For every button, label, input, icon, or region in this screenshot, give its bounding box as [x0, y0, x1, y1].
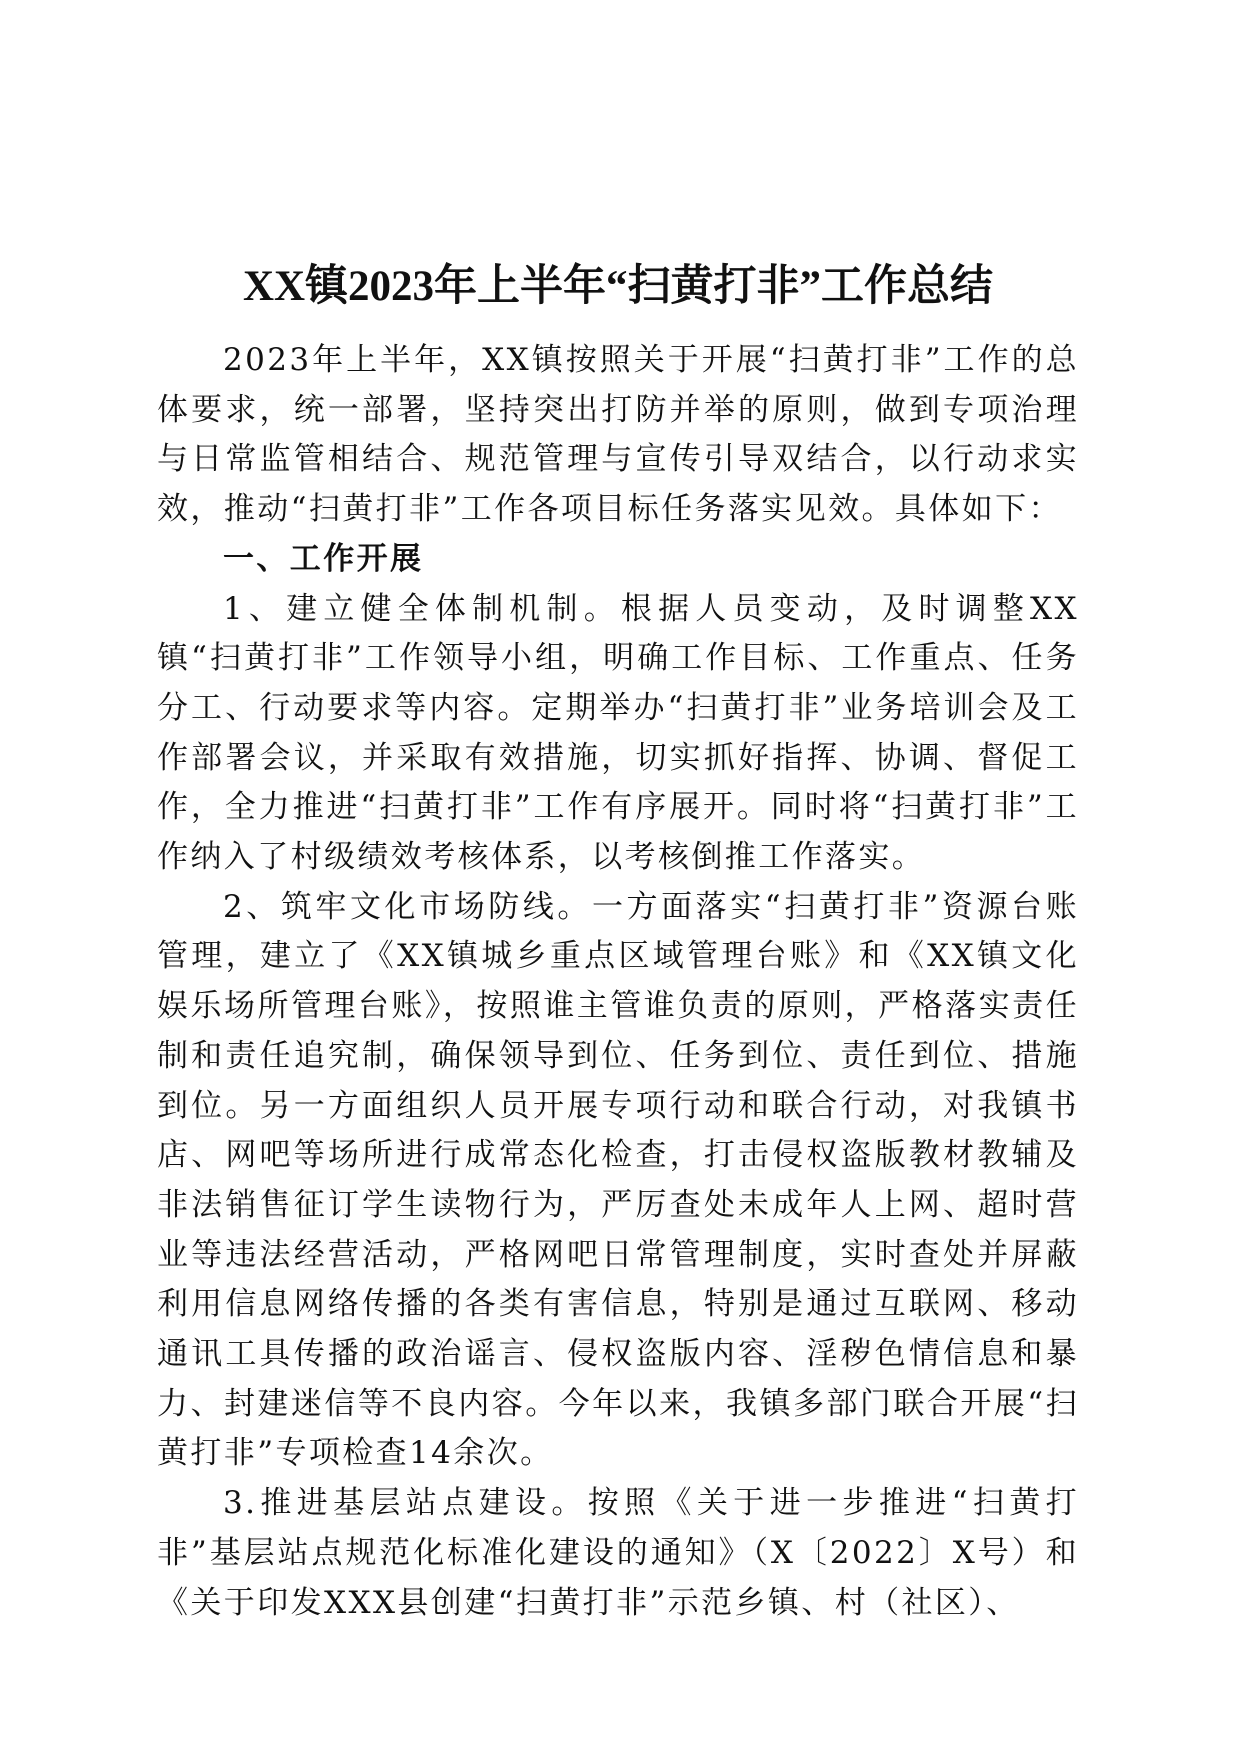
document-title: XX镇2023年上半年“扫黄打非”工作总结 [242, 262, 994, 310]
paragraph-item-3: 3.推进基层站点建设。按照《关于进一步推进“扫黄打非”基层站点规范化标准化建设的通知》（X〔2022〕X号）和《关于印发XXX县创建“扫黄打非”示范乡镇、村（社区）、 [157, 1485, 1079, 1621]
section-heading: 一、工作开展 [223, 540, 424, 577]
paragraph-item-1: 1、建立健全体制机制。根据人员变动，及时调整XX镇“扫黄打非”工作领导小组，明确工作目标、工作重点、任务分工、行动要求等内容。定期举办“扫黄打非”业务培训会及工作部署会议，并采取有效措施，切实抓好指挥、协调、督促工作，全力推进“扫黄打非”工作有序展开。同时将“扫黄打非”工作纳入了村级绩效考核体系，以考核倒推工作落实。 [157, 590, 1079, 876]
document-body [157, 336, 1079, 1628]
intro-paragraph: 2023年上半年，XX镇按照关于开展“扫黄打非”工作的总体要求，统一部署，坚持突出打防并举的原则，做到专项治理与日常监管相结合、规范管理与宣传引导双结合，以行动求实效，推动“扫黄打非”工作各项目标任务落实见效。具体如下： [157, 342, 1079, 528]
paragraph-item-2: 2、筑牢文化市场防线。一方面落实“扫黄打非”资源台账管理，建立了《XX镇城乡重点区域管理台账》和《XX镇文化娱乐场所管理台账》，按照谁主管谁负责的原则，严格落实责任制和责任追究制，确保领导到位、任务到位、责任到位、措施到位。另一方面组织人员开展专项行动和联合行动，对我镇书店、网吧等场所进行成常态化检查，打击侵权盗版教材教辅及非法销售征订学生读物行为，严厉查处未成年人上网、超时营业等违法经营活动，严格网吧日常管理制度，实时查处并屏蔽利用信息网络传播的各类有害信息，特别是通过互联网、移动通讯工具传播的政治谣言、侵权盗版内容、淫秽色情信息和暴力、封建迷信等不良内容。今年以来，我镇多部门联合开展“扫黄打非”专项检查14余次。 [157, 888, 1079, 1472]
